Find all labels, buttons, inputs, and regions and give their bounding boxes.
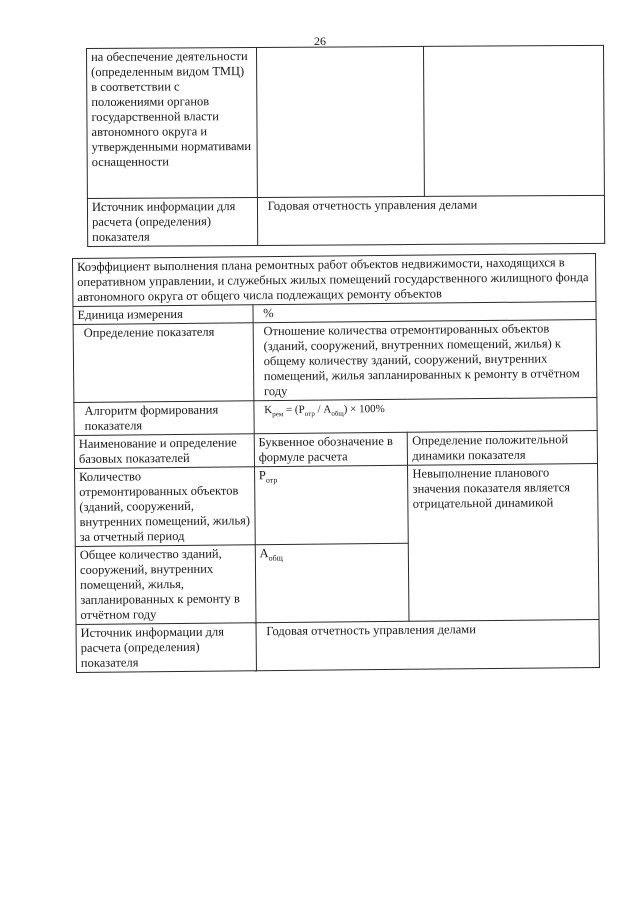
source-label: Источник информации для расчета (определения) показателя [87, 197, 257, 246]
dynamics-description: Невыполнение планового значения показателя является отрицательной динамикой [408, 463, 599, 621]
material-provision-text: на обеспечение деятельности (определенным видом ТМЦ) в соответствии с положениями органов государственной власти автономного округа и утвержденными нормативами оснащенности [87, 47, 258, 198]
unit-label: Единица измерения [73, 305, 253, 325]
source-value-2: Годовая отчетность управления делами [256, 619, 600, 670]
source-label-2: Источник информации для расчета (определения) показателя [76, 623, 256, 673]
header-letter-designation: Буквенное обозначение в формуле расчета [254, 432, 408, 466]
page-number: 26 [314, 34, 326, 48]
empty-cell [256, 46, 425, 197]
formula: $K_{рем} = (P_{отр} / A_{общ}) \times 100\%$ [264, 403, 385, 419]
repair-plan-indicator-table [72, 253, 600, 673]
formula-cell [254, 397, 598, 433]
unit-value: % [253, 301, 596, 322]
symbol-total: $A_{общ}$ [255, 543, 409, 622]
empty-cell [424, 45, 605, 196]
definition-value: Отношение количества отремонтированных объектов (зданий, сооружений, внутренних помещений, жилья) к общему количеству зданий, сооружений, внутренних помещений, жилья запланированных к ремонту в отчётном году [253, 319, 597, 400]
source-value: Годовая отчетность управления делами [257, 195, 605, 245]
indicator-table-continued [86, 45, 605, 247]
definition-label: Определение показателя [73, 323, 253, 403]
base-indicator-total: Общее количество зданий, сооружений, внутренних помещений, жилья, запланированных к ремонту в отчётном году [75, 545, 255, 625]
indicator-title: Коэффициент выполнения плана ремонтных работ объектов недвижимости, находящихся в оперативном управлении, и служебных жилых помещений государственного жилищного фонда автономного округа от общего числа подлежащих ремонту объектов [73, 253, 596, 306]
header-positive-dynamics: Определение положительной динамики показателя [408, 430, 598, 465]
symbol-repaired: $P_{отр}$ [254, 465, 408, 544]
algorithm-label: Алгоритм формирования показателя [74, 401, 254, 436]
header-base-indicators: Наименование и определение базовых показателей [74, 434, 254, 469]
base-indicator-repaired: Количество отремонтированных объектов (зданий, сооружений, внутренних помещений, жилья) за отчетный период [75, 467, 255, 547]
